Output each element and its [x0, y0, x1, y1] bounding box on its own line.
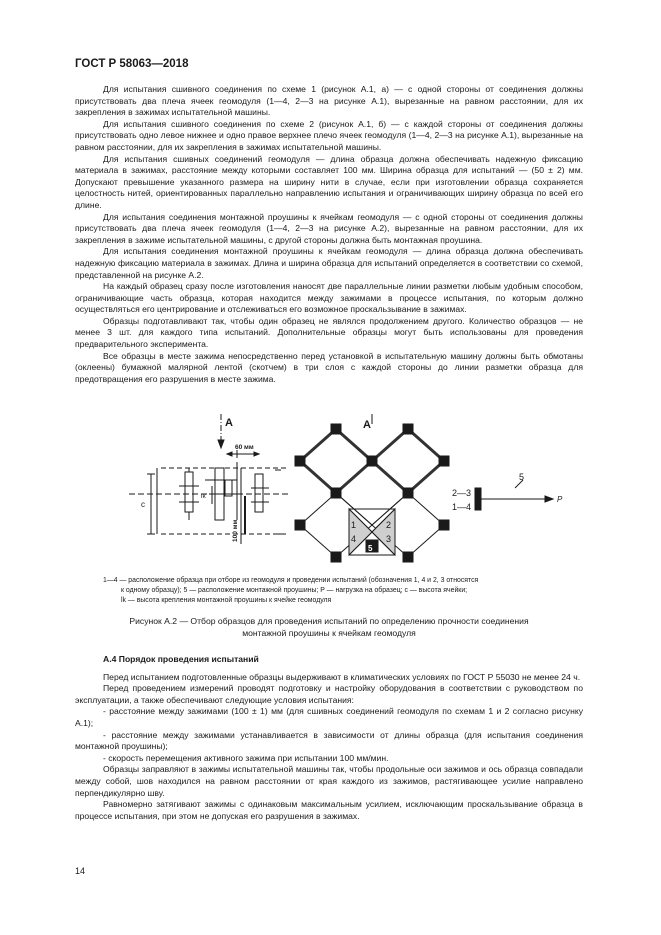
- paragraph: Для испытания соединения монтажной проушины к ячейкам геомодуля — длина образца должна обеспечивать надежную фиксацию материала в зажимах. Длина и ширина образца для испытаний определяется в соответствии со схемой, представленной на рисунке А.2.: [75, 246, 583, 280]
- paragraph: Образцы заправляют в зажимы испытательной машины так, чтобы продольные оси зажимов и ось образца совпадали между собой, шов находился на равном расстоянии от края каждого из зажимов, растягивающее усилие направлено перпендикулярно шву.: [75, 764, 583, 798]
- page-number: 14: [75, 866, 86, 876]
- label-c: c: [141, 500, 145, 509]
- label-num-2: 2: [386, 520, 392, 530]
- section-title: А.4 Порядок проведения испытаний: [103, 654, 259, 664]
- figure-drawing: [75, 410, 583, 586]
- side-view-drawing: [129, 414, 289, 544]
- caption-line: Рисунок А.2 — Отбор образцов для проведения испытаний по определению прочности соединения: [129, 616, 529, 626]
- label-num-4: 4: [351, 534, 357, 544]
- label-num-1: 1: [351, 520, 357, 530]
- legend-line: к одному образцу); 5 — расположение монтажной проушины; P — нагрузка на образец; c — высота ячейки;: [121, 586, 468, 594]
- figure-caption: [75, 616, 583, 640]
- list-item: - скорость перемещения активного зажима при испытании 100 мм/мин.: [103, 752, 389, 763]
- body-text: [75, 84, 583, 385]
- section-a4: [75, 654, 583, 822]
- label-a-left: А: [225, 417, 233, 429]
- caption-line: монтажной проушины к ячейкам геомодуля: [242, 627, 416, 638]
- paragraph: Перед испытанием подготовленные образцы выдерживают в климатических условиях по ГОСТ Р 55030 не менее 24 ч.: [103, 671, 581, 682]
- label-lk: lk: [201, 493, 206, 500]
- paragraph: Для испытания сшивного соединения по схеме 1 (рисунок А.1, а) — с одной стороны от соединения должны присутствовать два плеча ячеек геомодуля (1—4, 2—3 на рисунке А.1), вырезанные на равном расстоянии, для их закрепления в зажимах испытательной машины.: [75, 84, 583, 118]
- load-schematic-drawing: [475, 480, 553, 510]
- paragraph: Для испытания сшивных соединений геомодуля — длина образца должна обеспечивать надежную фиксацию материала в зажимах, расстояние между которыми составляет 100 мм. Ширина образца для испытаний — (50 ± 2) мм. Допускают превышение указанного размера на ширину нити в случае, если при изготовлении образца сохраняется целостность нитей, ориентированных параллельно направлению испытания и ограничивающих ширину образца по всей его длине.: [75, 153, 583, 210]
- legend-line: lk — высота крепления монтажной проушины к ячейке геомодуля: [121, 596, 332, 604]
- figure-legend: [75, 576, 583, 605]
- label-100mm: 100 мм: [232, 519, 239, 542]
- paragraph: Образцы подготавливают так, чтобы один образец не являлся продолжением другого. Количество образцов — не менее 3 шт. для каждого типа испытаний. Дополнительные образцы могут быть использованы для проведения предварительного эксперимента.: [75, 315, 583, 350]
- paragraph: Для испытания сшивного соединения по схеме 2 (рисунок А.1, б) — с каждой стороны от соединения должны присутствовать одно левое нижнее и одно правое верхнее плечо ячеек геомодуля (1—4, 2—3 на рисунке А.1), вырезанные на равном расстоянии, для их закрепления в зажимах испытательной машины.: [75, 118, 583, 152]
- label-a-middle: А: [363, 419, 371, 431]
- label-num-3: 3: [386, 534, 392, 544]
- paragraph: Все образцы в месте зажима непосредственно перед установкой в испытательную машину должны быть обмотаны (оклеены) бумажной малярной лентой (скотчем) в три слоя с каждой стороны до линии разметки образца для предотвращения его разрушения в месте зажима.: [75, 350, 583, 384]
- paragraph: Перед проведением измерений проводят подготовку и настройку оборудования в соответствии с руководством по эксплуатации, а также обеспечивают следующие условия испытания:: [75, 683, 583, 705]
- label-60mm: 60 мм: [235, 444, 254, 451]
- legend-line: 1—4 — расположение образца при отборе из геомодуля и проведении испытаний (обозначения 1, 4 и 2, 3 относятся: [103, 577, 479, 584]
- paragraph: Равномерно затягивают зажимы с одинаковым максимальным усилием, исключающим проскальзывание образца в процессе испытания, при этом не допуская его разрушения в зажимах.: [75, 799, 583, 821]
- standard-header: ГОСТ Р 58063—2018: [75, 58, 189, 70]
- label-5: 5: [519, 472, 525, 482]
- list-item: - расстояние между зажимами устанавливается в зависимости от длины образца (для испытания соединения монтажной проушины);: [75, 729, 583, 752]
- paragraph: На каждый образец сразу после изготовления наносят две параллельные линии разметки любым удобным способом, ограничивающие часть образца, которая находится между зажимами в процессе испытания, по которым должно осуществляться его центрирование и отслеживаться его возможное проскальзывание в зажимах.: [75, 281, 583, 315]
- label-num-5: 5: [368, 544, 373, 553]
- figure-a2: [75, 410, 583, 586]
- label-2-3: 2—3: [452, 488, 472, 498]
- cell-lattice-drawing: [295, 414, 449, 562]
- paragraph: Для испытания соединения монтажной проушины к ячейкам геомодуля — с одной стороны от соединения должны присутствовать два плеча ячеек геомодуля (1—4, 2—3 на рисунке А.2), вырезанные на равном расстоянии, для их закрепления в зажиме испытательной машины, с другой стороны должна быть монтажная проушина.: [75, 211, 583, 245]
- list-item: - расстояние между зажимами (100 ± 1) мм (для сшивных соединений геомодуля по схемам 1 и 2 согласно рисунку А.1);: [75, 706, 583, 728]
- label-p: P: [557, 495, 563, 504]
- label-1-4: 1—4: [452, 502, 472, 512]
